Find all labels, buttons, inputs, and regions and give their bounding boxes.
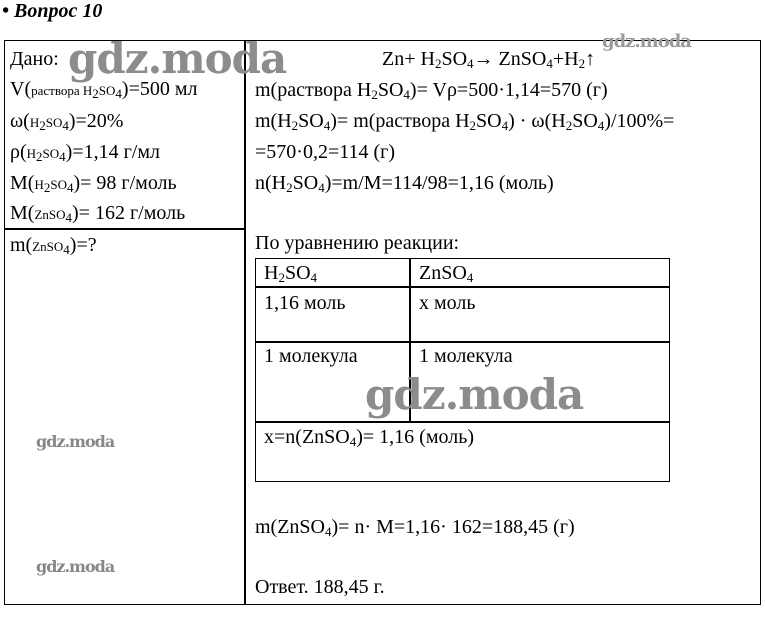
given-molar-mass-znso4 (10, 202, 185, 225)
m-h: H (34, 177, 44, 192)
given-volume-prefix: V( (10, 78, 32, 100)
reaction-equation (382, 48, 595, 71)
text-part: )= n· M=1,16· 162=188,45 (г) (331, 516, 575, 538)
watermark: gdz.moda (36, 557, 115, 576)
ratio-table-divider (255, 341, 670, 343)
find-prefix: m( (10, 234, 33, 256)
solution-line-1 (255, 79, 608, 102)
eq-part: → ZnSO (473, 48, 547, 70)
sub-4: 4 (318, 180, 325, 195)
sub-4: 4 (323, 118, 331, 133)
omega-value: )=20% (68, 110, 124, 132)
sub-4: 4 (597, 118, 605, 133)
text-part: SO (572, 110, 598, 132)
find-value: )=? (69, 234, 97, 256)
table-cell: 1 молекула (419, 345, 513, 367)
table-cell: х моль (419, 292, 476, 314)
sub-2: 2 (291, 118, 299, 133)
sub-4: 4 (325, 524, 332, 539)
given-find-divider (4, 228, 245, 230)
text-part: SO (476, 110, 502, 132)
watermark: gdz.moda (602, 31, 691, 52)
text-part: SO (298, 110, 324, 132)
table-cell: 1 молекула (264, 345, 358, 367)
sub-4: 4 (63, 242, 70, 257)
sub-4: 4 (65, 210, 73, 225)
sub-4: 4 (403, 87, 410, 102)
sub-4: 4 (501, 118, 509, 133)
table-header-znso4 (419, 262, 473, 285)
given-mass-fraction (10, 110, 123, 133)
sub-2: 2 (92, 86, 99, 101)
sub-2: 2 (578, 56, 586, 71)
rho-h: H (26, 146, 37, 161)
sub-2: 2 (371, 87, 378, 102)
column-divider (244, 40, 246, 605)
ratio-table-divider (255, 286, 670, 288)
text-part: x=n(ZnSO (264, 426, 350, 448)
result-line (255, 516, 575, 539)
text-part: ) · ω(H (508, 110, 566, 132)
sub-2: 2 (469, 118, 477, 133)
given-volume-so: SO (98, 83, 116, 98)
m-so: SO (50, 177, 67, 192)
text-part: )=m/M=114/98=1,16 (моль) (324, 172, 554, 194)
sub-4: 4 (310, 270, 318, 285)
eq-part: Zn+ H (382, 48, 435, 70)
omega-h: H (29, 115, 40, 130)
rho-prefix: ρ( (10, 141, 27, 163)
eq-part: +H (552, 48, 579, 70)
given-volume-solution: раствора H (31, 83, 93, 98)
text-part: ZnSO (419, 262, 467, 284)
sub-2: 2 (36, 149, 43, 164)
omega-prefix: ω( (10, 110, 30, 132)
given-density (10, 141, 160, 164)
sub-2: 2 (286, 180, 293, 195)
m-znso: ZnSO (34, 207, 66, 222)
table-result-row (264, 426, 474, 449)
sub-4: 4 (546, 56, 553, 71)
omega-so: SO (45, 115, 63, 130)
sub-2: 2 (39, 118, 46, 133)
sub-4: 4 (62, 118, 69, 133)
text-part: SO (284, 262, 311, 284)
solution-line-4 (255, 172, 554, 195)
by-equation-label: По уравнению реакции: (255, 232, 460, 254)
sub-4: 4 (59, 149, 66, 164)
text-part: m(раствора H (255, 79, 372, 101)
text-part: m(ZnSO (255, 516, 325, 538)
sub-4: 4 (349, 434, 357, 449)
m-znso4-value: )= 162 г/моль (72, 202, 186, 224)
table-cell: 1,16 моль (264, 292, 346, 314)
sub-4: 4 (66, 180, 74, 195)
sub-4: 4 (467, 56, 474, 71)
text-part: SO (292, 172, 319, 194)
ratio-table-divider (255, 421, 670, 423)
text-part: )= m(раствора H (330, 110, 470, 132)
sub-2: 2 (434, 56, 442, 71)
sub-4: 4 (466, 270, 474, 285)
table-header-h2so4 (264, 262, 317, 285)
text-part: H (264, 262, 279, 284)
question-heading: • Вопрос 10 (2, 0, 103, 22)
text-part: )= Vρ=500·1,14=570 (г) (409, 79, 608, 101)
text-part: n(H (255, 172, 287, 194)
m-prefix: M( (10, 202, 35, 224)
sub-4: 4 (115, 86, 122, 101)
text-part: )= 1,16 (моль) (356, 426, 474, 448)
given-molar-mass-h2so4 (10, 172, 177, 195)
solution-line-3: =570·0,2=114 (г) (255, 141, 395, 163)
m-prefix: M( (10, 172, 35, 194)
given-volume-value: )=500 мл (121, 78, 198, 100)
sub-2: 2 (278, 270, 285, 285)
text-part: )/100%= (604, 110, 675, 132)
watermark: gdz.moda (365, 370, 584, 419)
find-znso: ZnSO (32, 239, 64, 254)
sub-2: 2 (565, 118, 573, 133)
sub-2: 2 (43, 180, 51, 195)
text-part: m(H (255, 110, 292, 132)
watermark: gdz.moda (68, 34, 287, 83)
eq-part: SO (441, 48, 468, 70)
text-part: SO (377, 79, 404, 101)
answer-line: Ответ. 188,45 г. (255, 576, 385, 598)
rho-so: SO (42, 146, 60, 161)
m-h2so4-value: )= 98 г/моль (73, 172, 177, 194)
watermark: gdz.moda (36, 432, 115, 451)
rho-value: )=1,14 г/мл (65, 141, 160, 163)
given-label: Дано: (10, 48, 59, 70)
find-mass-znso4 (10, 234, 97, 257)
solution-line-2 (255, 110, 674, 133)
up-arrow: ↑ (585, 48, 596, 70)
